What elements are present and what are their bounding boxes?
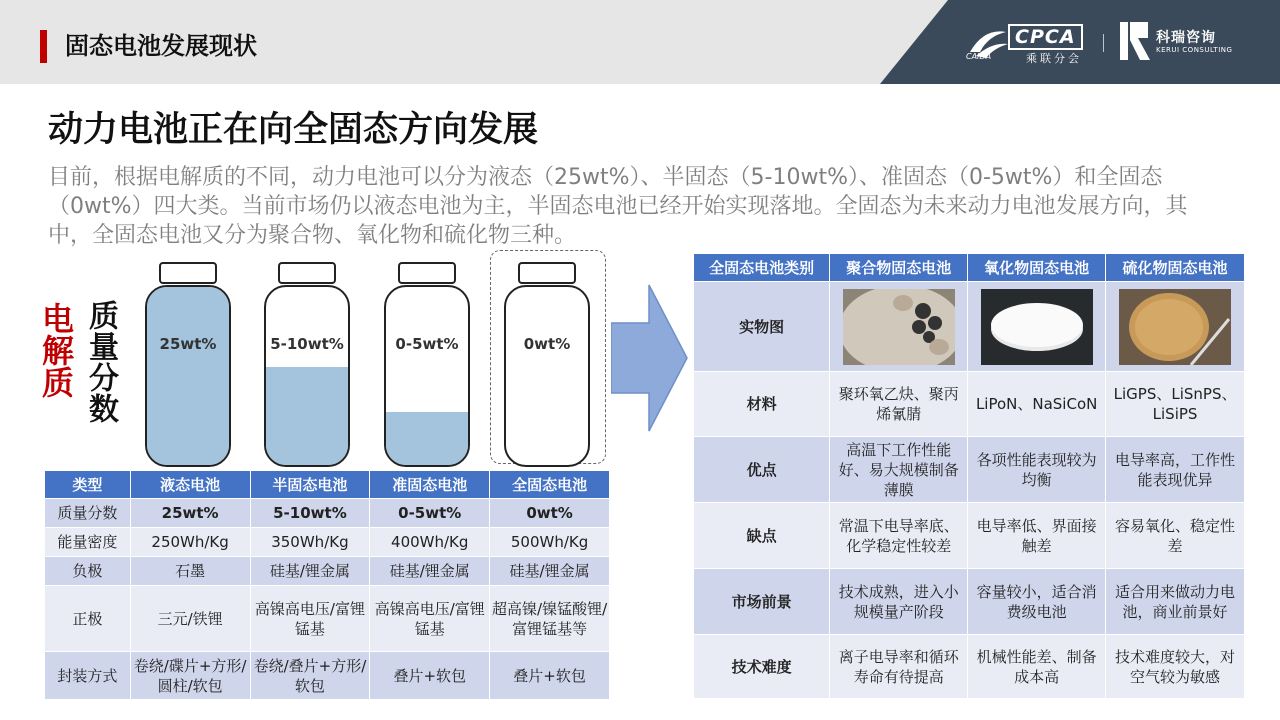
table-cell: 硅基/锂金属 xyxy=(370,557,490,586)
table-cell: LiGPS、LiSnPS、LiSiPS xyxy=(1106,372,1245,437)
table-cell: 常温下电导率底、化学稳定性较差 xyxy=(830,503,968,569)
electrolyte-fill xyxy=(147,287,229,465)
lt-header-solid: 全固态电池 xyxy=(490,471,610,499)
bottle-label: 0wt% xyxy=(523,335,571,353)
table-row xyxy=(694,372,1245,437)
header-accent xyxy=(40,30,47,63)
rt-header-sulfide: 硫化物固态电池 xyxy=(1106,254,1245,282)
table-cell: 聚环氧乙炔、聚丙烯氰腈 xyxy=(830,372,968,437)
electrolyte-fill xyxy=(386,412,468,465)
table-cell: 三元/铁锂 xyxy=(130,586,250,652)
rt-header-oxide: 氧化物固态电池 xyxy=(968,254,1106,282)
row-label: 优点 xyxy=(694,437,830,503)
table-cell: 硅基/锂金属 xyxy=(490,557,610,586)
table-cell: 机械性能差、制备成本高 xyxy=(968,635,1106,699)
cpca-sub: 乘联分会 xyxy=(1026,52,1082,65)
polymer-photo xyxy=(843,289,955,365)
table-row xyxy=(694,437,1245,503)
rt-header-category: 全固态电池类别 xyxy=(694,254,830,282)
row-label: 市场前景 xyxy=(694,569,830,635)
cpca-text: CPCA xyxy=(1008,24,1083,50)
table-row xyxy=(45,586,610,652)
table-cell: 各项性能表现较为均衡 xyxy=(968,437,1106,503)
bottle-cap xyxy=(159,262,217,284)
table-cell: 容易氧化、稳定性差 xyxy=(1106,503,1245,569)
lt-header-semi: 半固态电池 xyxy=(250,471,370,499)
bottle-cap xyxy=(518,262,576,284)
kerui-logo-icon xyxy=(1118,20,1152,62)
page-title: 动力电池正在向全固态方向发展 xyxy=(48,110,539,150)
header-title: 固态电池发展现状 xyxy=(65,32,257,60)
bottle-body xyxy=(264,285,350,467)
table-cell: 0wt% xyxy=(490,499,610,528)
photo-cell xyxy=(968,282,1106,372)
bottle-body xyxy=(145,285,231,467)
table-cell: 石墨 xyxy=(130,557,250,586)
row-label: 负极 xyxy=(45,557,131,586)
table-cell: 硅基/锂金属 xyxy=(250,557,370,586)
table-row xyxy=(694,635,1245,699)
bottle xyxy=(384,262,470,467)
table-cell: 高镍高电压/富锂锰基 xyxy=(250,586,370,652)
table-row xyxy=(694,282,1245,372)
table-cell: 叠片+软包 xyxy=(490,652,610,700)
lt-header-liquid: 液态电池 xyxy=(130,471,250,499)
table-cell: 超高镍/镍锰酸锂/富锂锰基等 xyxy=(490,586,610,652)
cpca-logo xyxy=(966,22,1091,66)
kerui-name: 科瑞咨询 xyxy=(1156,30,1216,46)
table-cell: 卷绕/叠片+方形/软包 xyxy=(250,652,370,700)
intro-paragraph: 目前，根据电解质的不同，动力电池可以分为液态（25wt%）、半固态（5-10wt%）、准固态（0-5wt%）和全固态（0wt%）四大类。当前市场仍以液态电池为主，半固态电池已经开始实现落地。全固态为未来动力电池发展方向，其中，全固态电池又分为聚合物、氧化物和硫化物三种。 xyxy=(48,165,1188,248)
table-cell: 0-5wt% xyxy=(370,499,490,528)
logo-divider xyxy=(1103,34,1104,52)
bottle-cap xyxy=(278,262,336,284)
cpca-small: CAIDA xyxy=(966,52,992,61)
bottle xyxy=(264,262,350,467)
solid-state-table xyxy=(693,253,1245,699)
table-row xyxy=(45,557,610,586)
bottle xyxy=(504,262,590,467)
row-label: 质量分数 xyxy=(45,499,131,528)
table-cell: 250Wh/Kg xyxy=(130,528,250,557)
kerui-sub: KERUI CONSULTING xyxy=(1156,46,1233,54)
table-cell: 离子电导率和循环寿命有待提高 xyxy=(830,635,968,699)
table-row xyxy=(694,569,1245,635)
row-label: 缺点 xyxy=(694,503,830,569)
table-cell: 5-10wt% xyxy=(250,499,370,528)
table-cell: 电导率低、界面接触差 xyxy=(968,503,1106,569)
bottle-label: 0-5wt% xyxy=(395,335,459,353)
table-cell: 适合用来做动力电池，商业前景好 xyxy=(1106,569,1245,635)
table-cell: 400Wh/Kg xyxy=(370,528,490,557)
row-label: 技术难度 xyxy=(694,635,830,699)
table-cell: 25wt% xyxy=(130,499,250,528)
lt-header-type: 类型 xyxy=(45,471,131,499)
table-row xyxy=(45,652,610,700)
row-label: 能量密度 xyxy=(45,528,131,557)
battery-type-table xyxy=(44,470,610,700)
table-cell: 容量较小，适合消费级电池 xyxy=(968,569,1106,635)
mass-fraction-label: 质量分数 xyxy=(83,300,118,424)
bottle xyxy=(145,262,231,467)
table-cell: 卷绕/碟片+方形/圆柱/软包 xyxy=(130,652,250,700)
table-row xyxy=(45,499,610,528)
bottle-body xyxy=(384,285,470,467)
photo-cell xyxy=(830,282,968,372)
row-label: 材料 xyxy=(694,372,830,437)
bottle-cap xyxy=(398,262,456,284)
oxide-photo xyxy=(981,289,1093,365)
table-cell: 高温下工作性能好、易大规模制备薄膜 xyxy=(830,437,968,503)
table-row xyxy=(694,503,1245,569)
electrolyte-fill xyxy=(266,367,348,465)
table-cell: 500Wh/Kg xyxy=(490,528,610,557)
bottle-body xyxy=(504,285,590,467)
photo-cell xyxy=(1106,282,1245,372)
electrolyte-label: 电解质 xyxy=(37,302,75,398)
table-cell: 技术难度较大，对空气较为敏感 xyxy=(1106,635,1245,699)
rt-header-polymer: 聚合物固态电池 xyxy=(830,254,968,282)
table-cell: 电导率高，工作性能表现优异 xyxy=(1106,437,1245,503)
bottle-label: 25wt% xyxy=(159,335,217,353)
row-label: 实物图 xyxy=(694,282,830,372)
table-row xyxy=(45,528,610,557)
table-cell: 叠片+软包 xyxy=(370,652,490,700)
table-cell: 350Wh/Kg xyxy=(250,528,370,557)
sulfide-photo xyxy=(1119,289,1231,365)
bottle-label: 5-10wt% xyxy=(270,335,344,353)
row-label: 封装方式 xyxy=(45,652,131,700)
row-label: 正极 xyxy=(45,586,131,652)
right-arrow-icon xyxy=(611,283,689,433)
bottle-diagram xyxy=(0,250,690,465)
table-cell: 高镍高电压/富锂锰基 xyxy=(370,586,490,652)
table-cell: 技术成熟，进入小规模量产阶段 xyxy=(830,569,968,635)
table-cell: LiPoN、NaSiCoN xyxy=(968,372,1106,437)
lt-header-quasi: 准固态电池 xyxy=(370,471,490,499)
